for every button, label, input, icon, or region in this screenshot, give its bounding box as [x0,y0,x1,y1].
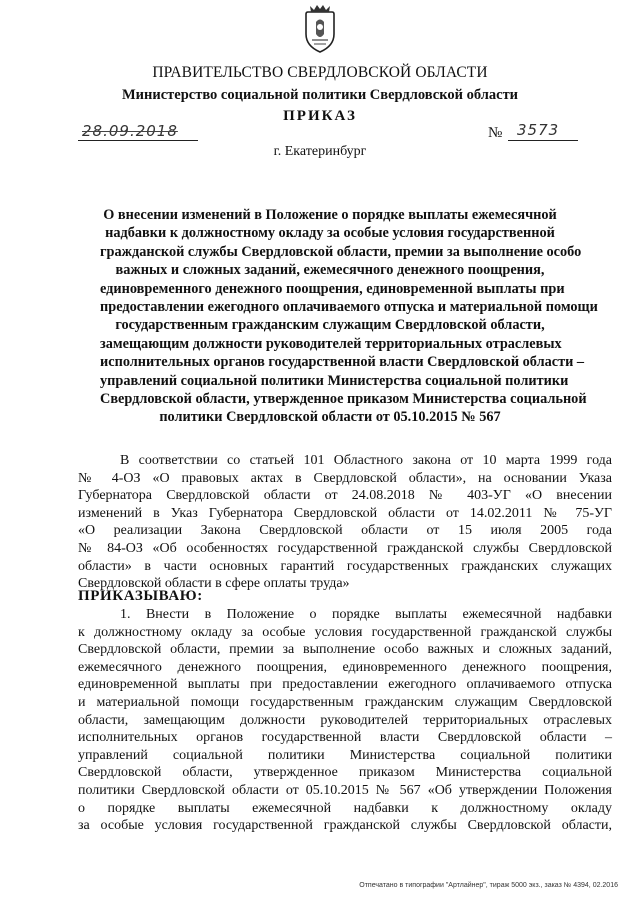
print-footer: Отпечатано в типографии "Артлайнер", тираж 5000 экз., заказ № 4394, 02.2016 [359,882,618,889]
text-line: № 84-ОЗ «Об особенностях государственной гражданской службы Свердловской [78,540,612,556]
text-line: к должностному окладу за особые условия государственной гражданской службы [78,624,612,640]
title-line: единовременного денежного поощрения, единовременной выплаты при [100,280,565,297]
text-line: Свердловской области, премии за выполнение особо важных и сложных заданий, [78,642,612,658]
text-line: Свердловской области в сфере оплаты труда» [78,576,350,592]
text-line: В соответствии со статьей 101 Областного закона от 10 марта 1999 года [120,453,612,468]
title-line: надбавки к должностному окладу за особые условия государственной [105,225,555,242]
title-line: предоставлении ежегодного оплачиваемого отпуска и материальной помощи [100,299,598,316]
decree-word: ПРИКАЗЫВАЮ: [78,588,203,604]
text-line: № 4-ОЗ «О правовых актах в Свердловской области», на основании Указа [78,470,612,486]
title-line: управлений социальной политики Министерства социальной политики [100,372,569,389]
text-line: единовременной выплаты при предоставлении ежегодного оплачиваемого отпуска [78,677,612,693]
title-line: важных и сложных заданий, ежемесячного денежного поощрения, [115,262,545,279]
title-line: государственным гражданским служащим Свердловской области, [115,317,545,334]
text-line: и материальной помощи государственным гражданским служащим Свердловской [78,694,612,710]
ministry-name: Министерство социальной политики Свердловской области [121,87,519,103]
text-line: ежемесячного денежного поощрения, единовременного денежного поощрения, [78,659,612,675]
text-line: за особые условия государственной гражданской службы Свердловской области, [78,818,612,834]
text-line: о порядке выплаты ежемесячной надбавки к должностному окладу [78,800,612,816]
document-type: ПРИКАЗ [283,108,357,124]
government-name: ПРАВИТЕЛЬСТВО СВЕРДЛОВСКОЙ ОБЛАСТИ [152,64,488,81]
number-underline [508,140,578,141]
text-line: Губернатора Свердловской области от 24.08.2018 № 403-УГ «О внесении [78,488,612,504]
title-line: О внесении изменений в Положение о порядке выплаты ежемесячной [103,207,557,223]
text-line: исполнительных органов государственной власти Свердловской области – [78,730,612,746]
text-line: 1. Внести в Положение о порядке выплаты ежемесячной надбавки [120,607,612,622]
item-1-paragraph [78,606,612,835]
document-title [100,206,598,427]
title-line: политики Свердловской области от 05.10.2015 № 567 [159,409,501,426]
coat-of-arms-icon [302,4,338,54]
number-label: № [488,125,503,141]
text-line: политики Свердловской области от 05.10.2015 № 567 «Об утверждении Положения [78,782,612,798]
text-line: изменений в Указ Губернатора Свердловской области от 14.02.2011 № 75-УГ [78,505,612,521]
preamble-paragraph [78,452,612,593]
text-line: области, замещающим должности руководителей территориальных отраслевых [78,712,612,728]
date-underline [78,140,198,141]
title-line: замещающим должности руководителей территориальных отраслевых [100,335,562,352]
title-line: Свердловской области, утвержденное приказом Министерства социальной [100,391,587,408]
order-date: 28.09.2018 [82,122,178,140]
order-number: 3573 [517,121,560,139]
city: г. Екатеринбург [273,144,367,159]
title-line: исполнительных органов государственной власти Свердловской области – [100,354,585,371]
title-line: гражданской службы Свердловской области, премии за выполнение особо [100,243,582,260]
text-line: управлений социальной политики Министерства социальной политики [78,747,612,763]
text-line: Свердловской области, утвержденное приказом Министерства социальной [78,765,612,781]
text-line: «О реализации Закона Свердловской области от 15 июля 2005 года [78,523,612,539]
text-line: области» в части основных гарантий государственных гражданских служащих [78,558,612,574]
